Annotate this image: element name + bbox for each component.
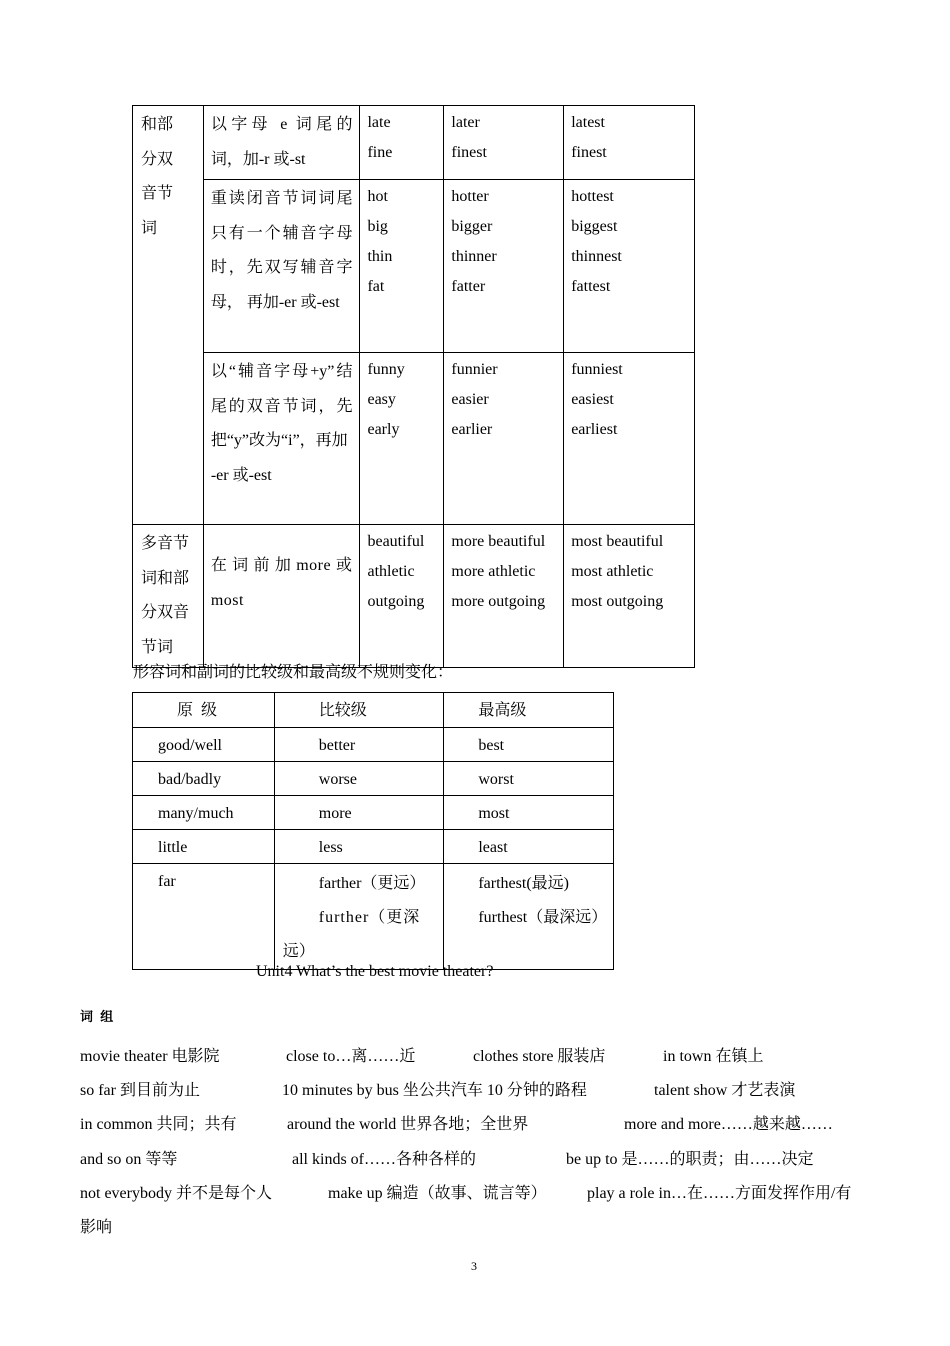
phrase-item: clothes store 服装店 [473, 1048, 606, 1065]
phrase-item: 10 minutes by bus 坐公共汽车 10 分钟的路程 [282, 1082, 587, 1099]
phrase-item: in town 在镇上 [663, 1048, 764, 1065]
header-superlative: 最高级 [444, 693, 614, 728]
rule-cell [203, 106, 360, 180]
category-line: 词 [141, 219, 158, 237]
word: most outgoing [571, 593, 664, 610]
category-line: 音节 [141, 185, 174, 202]
superlative-form: worst [478, 771, 514, 788]
rule-text: 在词前加more或most [210, 557, 353, 609]
phrase-item: close to…离……近 [286, 1048, 416, 1065]
word: latest [571, 114, 605, 131]
phrase-item: in common 共同；共有 [80, 1116, 237, 1133]
category-line: 和部 [141, 116, 174, 133]
table-row [133, 762, 614, 796]
header-comparative: 比较级 [274, 693, 444, 728]
superlative-cell [564, 353, 695, 525]
word: beautiful [367, 533, 425, 550]
comparative-form: more [318, 805, 352, 822]
page-number: 3 [471, 1259, 477, 1273]
base-cell [360, 353, 444, 525]
comparative-form: further（更深 [318, 909, 421, 926]
phrase-item: make up 编造（故事、谎言等） [328, 1185, 547, 1202]
word: earliest [571, 421, 618, 438]
table-row [133, 525, 695, 668]
category-cell [133, 525, 204, 668]
irregular-caption: 形容词和副词的比较级和最高级不规则变化： [133, 664, 454, 681]
rule-cell [203, 525, 360, 668]
superlative-cell [564, 106, 695, 180]
word: outgoing [367, 593, 425, 610]
rule-text: 重读闭音节词词尾只有一个辅音字母时，先双写辅音字母， 再加-er 或-est [210, 190, 353, 311]
comparative-rules-table [132, 105, 695, 668]
rule-text: 以“辅音字母+y”结尾的双音节词，先把“y”改为“i”，再加 [210, 363, 353, 449]
unit-title: Unit4 What’s the best movie theater? [256, 963, 494, 980]
word: fine [367, 144, 393, 161]
table-row [133, 106, 695, 180]
word: big [367, 218, 388, 235]
phrase-item: 影响 [80, 1219, 113, 1236]
base-cell [360, 180, 444, 353]
word: hotter [451, 188, 489, 205]
header-base: 原 级 [133, 693, 275, 728]
comparative-form: worse [318, 771, 357, 788]
rule-text: -er 或-est [210, 466, 272, 484]
phrase-item: so far 到目前为止 [80, 1082, 200, 1099]
superlative-form: most [478, 805, 510, 822]
word: thin [367, 248, 393, 265]
superlative-form: least [478, 839, 508, 856]
word: funniest [571, 361, 623, 378]
base-cell [360, 106, 444, 180]
phrases-heading: 词 组 [80, 1009, 116, 1024]
comparative-cell [444, 353, 564, 525]
phrase-item: not everybody 并不是每个人 [80, 1185, 272, 1202]
word: later [451, 114, 480, 131]
superlative-cell [564, 525, 695, 668]
category-line: 多音节 [141, 535, 190, 552]
base-cell [360, 525, 444, 668]
superlative-cell [564, 180, 695, 353]
category-line: 词和部 [141, 569, 190, 587]
rule-cell [203, 353, 360, 525]
word: more outgoing [451, 593, 546, 610]
word: late [367, 114, 391, 131]
phrase-item: be up to 是……的职责；由……决定 [566, 1151, 814, 1168]
rule-cell [203, 180, 360, 353]
irregular-forms-table [132, 692, 614, 970]
comparative-cell [444, 180, 564, 353]
word: thinner [451, 248, 497, 265]
word: easier [451, 391, 489, 408]
table-row [133, 864, 614, 970]
base-form: far [158, 873, 176, 890]
table-row [133, 180, 695, 353]
category-line: 节词 [141, 638, 174, 656]
word: fat [367, 278, 385, 295]
superlative-form: best [478, 737, 505, 754]
word: finest [571, 144, 607, 161]
phrase-item: all kinds of……各种各样的 [292, 1151, 476, 1168]
word: fatter [451, 278, 486, 295]
word: athletic [367, 563, 415, 580]
base-form: many/much [158, 805, 234, 822]
phrase-item: movie theater 电影院 [80, 1048, 220, 1065]
word: more athletic [451, 563, 536, 580]
base-form: little [158, 839, 188, 856]
comparative-form: less [318, 839, 343, 856]
word: finest [451, 144, 487, 161]
table-row [133, 830, 614, 864]
word: more beautiful [451, 533, 546, 550]
table-row [133, 353, 695, 525]
category-line: 分双 [141, 150, 174, 168]
word: easiest [571, 391, 614, 408]
word: most athletic [571, 563, 654, 580]
word: earlier [451, 421, 493, 438]
phrase-item: talent show 才艺表演 [654, 1082, 796, 1099]
base-form: good/well [158, 737, 222, 754]
word: fattest [571, 278, 611, 295]
comparative-form: 远） [282, 943, 315, 960]
base-form: bad/badly [158, 771, 222, 788]
phrase-item: around the world 世界各地；全世界 [287, 1116, 529, 1133]
phrase-item: more and more……越来越…… [624, 1116, 833, 1133]
category-line: 分双音 [141, 604, 190, 621]
superlative-form: farthest(最远) [478, 875, 569, 892]
word: biggest [571, 218, 618, 235]
word: hot [367, 188, 388, 205]
word: early [367, 421, 400, 438]
word: bigger [451, 218, 493, 235]
comparative-form: better [318, 737, 356, 754]
comparative-cell [444, 525, 564, 668]
word: funny [367, 361, 405, 378]
phrase-item: play a role in…在……方面发挥作用/有 [587, 1185, 852, 1202]
category-cell [133, 106, 204, 525]
word: easy [367, 391, 396, 408]
table-row [133, 728, 614, 762]
rule-text: 以字母 e 词尾的词，加-r 或-st [210, 116, 353, 168]
word: hottest [571, 188, 614, 205]
superlative-form: furthest（最深远） [478, 909, 608, 926]
phrase-item: and so on 等等 [80, 1151, 178, 1168]
comparative-cell [444, 106, 564, 180]
word: funnier [451, 361, 498, 378]
word: most beautiful [571, 533, 664, 550]
comparative-form: farther（更远） [318, 875, 426, 892]
table-row [133, 796, 614, 830]
word: thinnest [571, 248, 622, 265]
table-header-row [133, 693, 614, 728]
